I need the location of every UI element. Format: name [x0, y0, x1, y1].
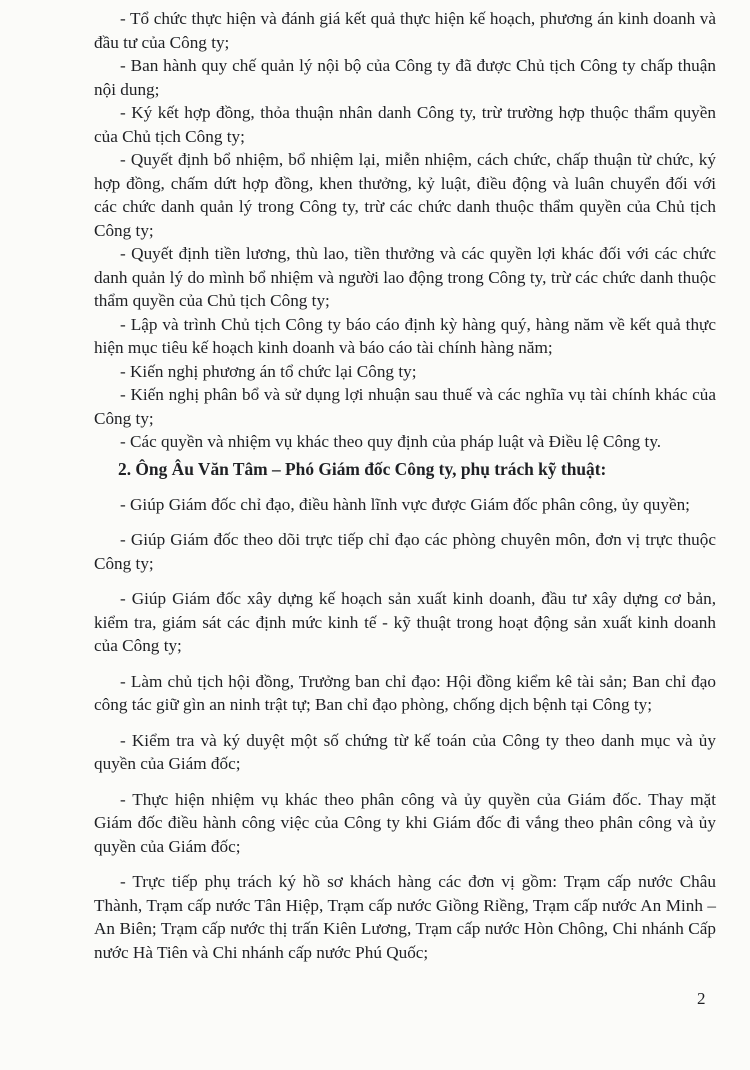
duty-item: - Giúp Giám đốc theo dõi trực tiếp chỉ đạo các phòng chuyên môn, đơn vị trực thuộc Công ty;: [94, 530, 716, 573]
page-number: 2: [697, 989, 706, 1008]
duty-item: - Giúp Giám đốc xây dựng kế hoạch sản xuất kinh doanh, đầu tư xây dựng cơ bản, kiểm tra, giám sát các định mức kinh tế - kỹ thuật trong hoạt động sản xuất kinh doanh của Công ty;: [94, 589, 716, 655]
duty-item: - Quyết định bổ nhiệm, bổ nhiệm lại, miễn nhiệm, cách chức, chấp thuận từ chức, ký hợp đồng, chấm dứt hợp đồng, khen thưởng, kỷ luật, điều động và luân chuyển đối với các chức danh quản lý trong Công ty, trừ các chức danh thuộc thẩm quyền của Chủ tịch Công ty;: [94, 150, 716, 240]
duty-item: - Kiểm tra và ký duyệt một số chứng từ kế toán của Công ty theo danh mục và ủy quyền của Giám đốc;: [94, 730, 716, 773]
duty-item: - Giúp Giám đốc chỉ đạo, điều hành lĩnh vực được Giám đốc phân công, ủy quyền;: [120, 494, 690, 514]
duty-item: - Các quyền và nhiệm vụ khác theo quy định của pháp luật và Điều lệ Công ty.: [120, 432, 662, 451]
duty-item: - Thực hiện nhiệm vụ khác theo phân công và ủy quyền của Giám đốc. Thay mặt Giám đốc điều hành công việc của Công ty khi Giám đốc đi vắng theo phân công và ủy quyền của Giám đốc;: [94, 789, 716, 856]
duty-item: - Ban hành quy chế quản lý nội bộ của Công ty đã được Chủ tịch Công ty chấp thuận nội dung;: [94, 56, 716, 99]
page-content: [94, 7, 716, 976]
duty-item: - Ký kết hợp đồng, thỏa thuận nhân danh Công ty, trừ trường hợp thuộc thẩm quyền của Chủ tịch Công ty;: [94, 103, 716, 146]
duty-item: - Kiến nghị phương án tổ chức lại Công ty;: [120, 361, 417, 381]
duty-item: - Trực tiếp phụ trách ký hồ sơ khách hàng các đơn vị gồm: Trạm cấp nước Châu Thành, Trạm cấp nước Tân Hiệp, Trạm cấp nước Giồng Riềng, Trạm cấp nước An Minh – An Biên; Trạm cấp nước thị trấn Kiên Lương, Trạm cấp nước Hòn Chông, Chi nhánh Cấp nước Hà Tiên và Chi nhánh cấp nước Phú Quốc;: [94, 872, 716, 962]
duties-section-deputy-director: [94, 458, 716, 965]
duties-list-director: [94, 7, 716, 454]
section-heading: 2. Ông Âu Văn Tâm – Phó Giám đốc Công ty, phụ trách kỹ thuật:: [118, 458, 607, 479]
duty-item: - Tổ chức thực hiện và đánh giá kết quả thực hiện kế hoạch, phương án kinh doanh và đầu tư của Công ty;: [94, 9, 716, 52]
duty-item: - Lập và trình Chủ tịch Công ty báo cáo định kỳ hàng quý, hàng năm về kết quả thực hiện mục tiêu kế hoạch kinh doanh và báo cáo tài chính hàng năm;: [94, 314, 716, 357]
duty-item: - Quyết định tiền lương, thù lao, tiền thưởng và các quyền lợi khác đối với các chức danh quản lý do mình bổ nhiệm và người lao động trong Công ty, trừ các chức danh thuộc thẩm quyền của Chủ tịch Công ty;: [94, 244, 716, 310]
duty-item: - Làm chủ tịch hội đồng, Trưởng ban chỉ đạo: Hội đồng kiểm kê tài sản; Ban chỉ đạo công tác giữ gìn an ninh trật tự; Ban chỉ đạo phòng, chống dịch bệnh tại Công ty;: [94, 671, 716, 714]
duty-item: - Kiến nghị phân bổ và sử dụng lợi nhuận sau thuế và các nghĩa vụ tài chính khác của Công ty;: [94, 385, 716, 428]
